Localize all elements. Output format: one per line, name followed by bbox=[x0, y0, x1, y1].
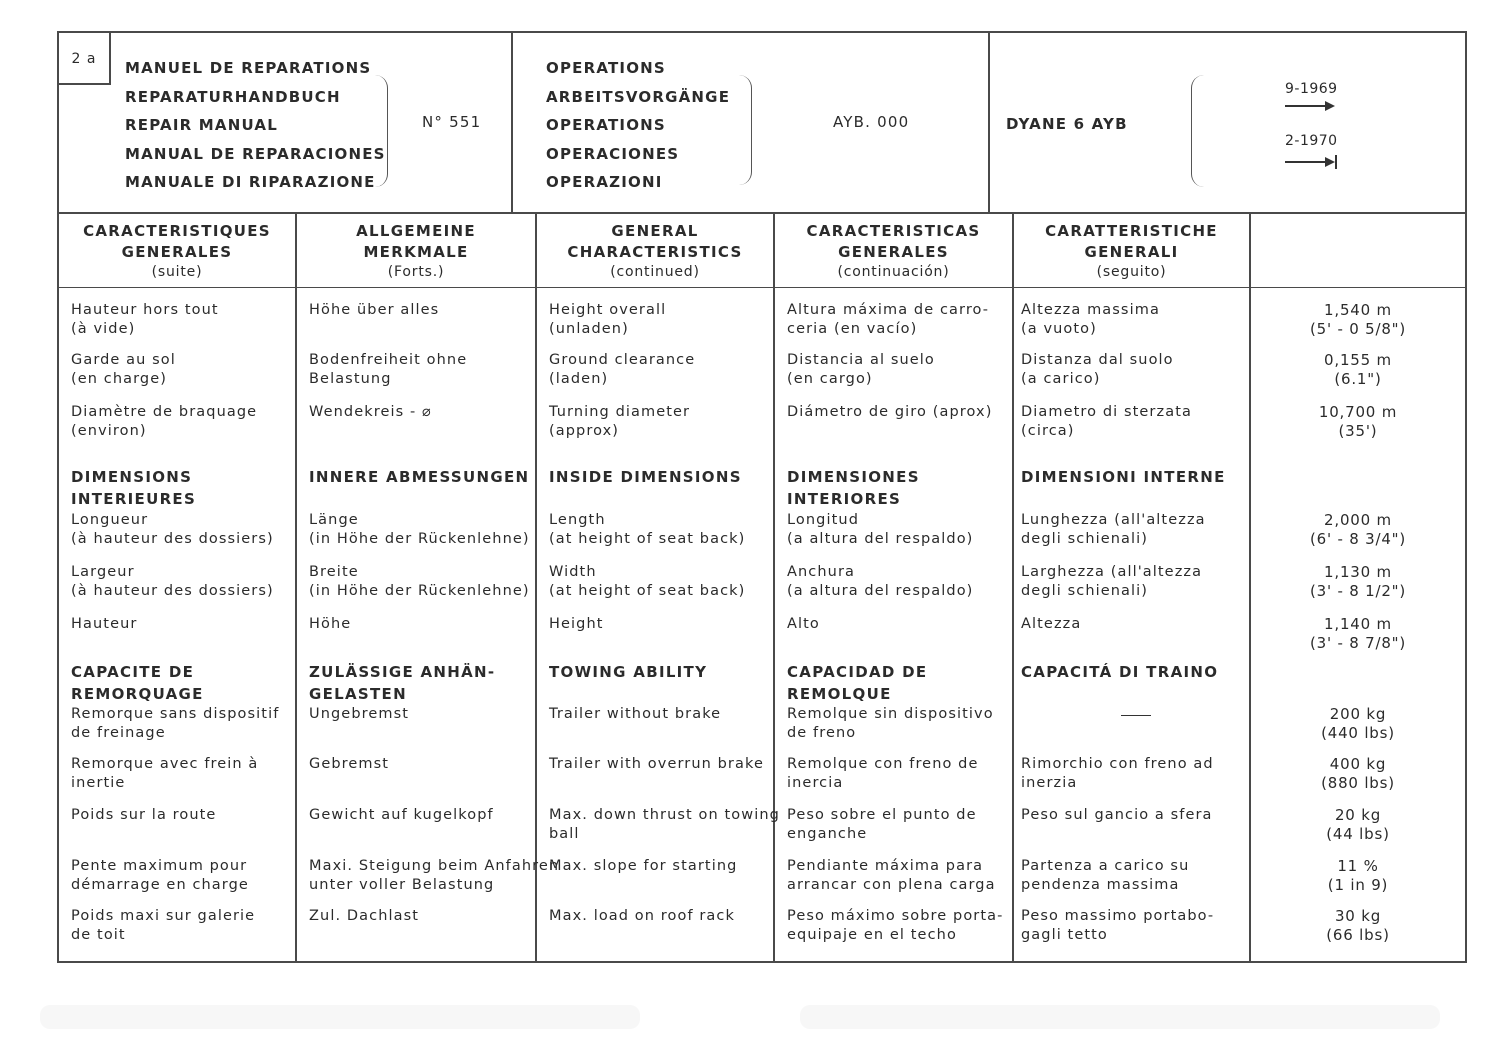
metric-value: 1,540 m bbox=[1324, 301, 1392, 319]
metric-value: 11 % bbox=[1337, 857, 1379, 875]
spec-label-es bbox=[787, 705, 994, 743]
page-header bbox=[59, 33, 1465, 214]
scan-artifact bbox=[800, 1005, 1440, 1029]
metric-value: 10,700 m bbox=[1318, 403, 1398, 421]
text-line: TOWING ABILITY bbox=[549, 663, 708, 681]
column-header-en bbox=[537, 214, 773, 289]
spec-value bbox=[1251, 615, 1465, 653]
spec-label-it bbox=[1021, 351, 1174, 389]
text-line: Diamètre de braquage bbox=[71, 404, 258, 420]
metric-value: 200 kg bbox=[1329, 705, 1387, 723]
text-line: (a carico) bbox=[1021, 371, 1101, 387]
text-line: Longueur bbox=[71, 512, 149, 528]
text-line: (a altura del respaldo) bbox=[787, 531, 974, 547]
imperial-value: (880 lbs) bbox=[1321, 774, 1395, 792]
spec-label-de bbox=[309, 857, 559, 895]
spec-label-it bbox=[1021, 755, 1214, 793]
text-line: inertie bbox=[71, 775, 126, 791]
date-to: 2-1970 bbox=[1285, 133, 1338, 149]
spec-label-en bbox=[549, 907, 735, 926]
column-subtitle: (continuación) bbox=[837, 264, 950, 280]
text-line: REMOLQUE bbox=[787, 685, 892, 703]
text-line: Maxi. Steigung beim Anfahren bbox=[309, 858, 560, 874]
column-divider-1 bbox=[295, 212, 297, 963]
operation-title-brace bbox=[739, 75, 752, 185]
column-title: CARACTERISTICAS GENERALES bbox=[806, 222, 981, 261]
spec-label-en bbox=[549, 755, 764, 774]
column-title: ALLGEMEINE MERKMALE bbox=[356, 222, 476, 261]
text-line: Trailer with overrun brake bbox=[549, 756, 764, 772]
spec-label-en bbox=[549, 857, 737, 876]
metric-value: 1,130 m bbox=[1324, 563, 1392, 581]
spec-value bbox=[1251, 511, 1465, 549]
operation-title-de: ARBEITSVORGÄNGE bbox=[546, 87, 731, 106]
text-line: Altezza massima bbox=[1021, 302, 1160, 318]
manual-title-fr: MANUEL DE REPARATIONS bbox=[125, 59, 372, 77]
section-heading-it bbox=[1021, 466, 1226, 488]
text-line: INTERIEURES bbox=[71, 490, 197, 508]
date-from: 9-1969 bbox=[1285, 81, 1338, 97]
text-line: Height overall bbox=[549, 302, 667, 318]
imperial-value: (5' - 0 5/8") bbox=[1309, 320, 1407, 338]
manual-number: N° 551 bbox=[422, 113, 482, 131]
text-line: REMORQUAGE bbox=[71, 685, 204, 703]
text-line: Ground clearance bbox=[549, 352, 696, 368]
section-heading-en bbox=[549, 466, 742, 488]
column-subtitle: (suite) bbox=[151, 264, 203, 280]
column-divider-4 bbox=[1012, 212, 1014, 963]
text-line: (en cargo) bbox=[787, 371, 873, 387]
spec-value bbox=[1251, 755, 1465, 793]
spec-label-en bbox=[549, 563, 745, 601]
text-line: Larghezza (all'altezza bbox=[1021, 564, 1203, 580]
text-line: Hauteur hors tout bbox=[71, 302, 219, 318]
spec-label-es bbox=[787, 563, 973, 601]
text-line: ball bbox=[549, 826, 580, 842]
column-header-de bbox=[297, 214, 535, 289]
imperial-value: (6.1") bbox=[1334, 370, 1382, 388]
spec-label-fr bbox=[71, 806, 216, 825]
operation-title-list bbox=[546, 54, 730, 197]
arrow-to-icon bbox=[1285, 161, 1333, 163]
text-line: Zul. Dachlast bbox=[309, 908, 420, 924]
text-line: Höhe über alles bbox=[309, 302, 440, 318]
column-subtitle: (continued) bbox=[610, 264, 700, 280]
metric-value: 2,000 m bbox=[1324, 511, 1392, 529]
spec-label-es bbox=[787, 511, 973, 549]
text-line: equipaje en el techo bbox=[787, 927, 957, 943]
text-line: ZULÄSSIGE ANHÄN- bbox=[309, 663, 496, 681]
text-line: Breite bbox=[309, 564, 359, 580]
text-line: ceria (en vacío) bbox=[787, 321, 918, 337]
text-line: Peso máximo sobre porta- bbox=[787, 908, 1004, 924]
text-line: Wendekreis - ⌀ bbox=[309, 404, 432, 420]
spec-label-de bbox=[309, 705, 409, 724]
text-line: Partenza a carico su bbox=[1021, 858, 1190, 874]
text-line: de freno bbox=[787, 725, 857, 741]
spec-label-de bbox=[309, 301, 439, 320]
spec-value bbox=[1251, 301, 1465, 339]
text-line: degli schienali) bbox=[1021, 583, 1149, 599]
spec-label-fr bbox=[71, 511, 274, 549]
spec-label-en bbox=[549, 403, 690, 441]
column-divider-2 bbox=[535, 212, 537, 963]
header-divider-1 bbox=[511, 33, 513, 212]
manual-title-de: REPARATURHANDBUCH bbox=[125, 87, 341, 106]
section-heading-de bbox=[309, 661, 495, 705]
text-line: Height bbox=[549, 616, 604, 632]
section-heading-de bbox=[309, 466, 529, 488]
text-line: Garde au sol bbox=[71, 352, 176, 368]
text-line: (environ) bbox=[71, 423, 147, 439]
text-line: Rimorchio con freno ad bbox=[1021, 756, 1214, 772]
text-line: Poids sur la route bbox=[71, 807, 217, 823]
spec-label-en bbox=[549, 806, 780, 844]
text-line: Turning diameter bbox=[549, 404, 691, 420]
text-line: (approx) bbox=[549, 423, 620, 439]
imperial-value: (440 lbs) bbox=[1321, 724, 1395, 742]
text-line: gagli tetto bbox=[1021, 927, 1108, 943]
text-line: Longitud bbox=[787, 512, 859, 528]
section-heading-es bbox=[787, 661, 927, 705]
manual-title-es: MANUAL DE REPARACIONES bbox=[125, 144, 386, 163]
manual-title-en: REPAIR MANUAL bbox=[125, 116, 278, 135]
text-line: Diametro di sterzata bbox=[1021, 404, 1192, 420]
text-line: Max. load on roof rack bbox=[549, 908, 735, 924]
operation-title-it: OPERAZIONI bbox=[546, 173, 663, 192]
spec-label-de bbox=[309, 351, 467, 389]
text-line: Länge bbox=[309, 512, 359, 528]
spec-label-it bbox=[1021, 857, 1189, 895]
column-title: CARACTERISTIQUES GENERALES bbox=[83, 222, 271, 261]
spec-label-it bbox=[1021, 563, 1202, 601]
text-line: degli schienali) bbox=[1021, 531, 1149, 547]
spec-label-es bbox=[787, 301, 989, 339]
imperial-value: (66 lbs) bbox=[1326, 926, 1390, 944]
text-line: Remolque sin dispositivo bbox=[787, 706, 994, 722]
text-line: Remolque con freno de bbox=[787, 756, 979, 772]
manual-title-list bbox=[125, 54, 386, 197]
text-line: (in Höhe der Rückenlehne) bbox=[309, 583, 530, 599]
text-line: (in Höhe der Rückenlehne) bbox=[309, 531, 530, 547]
text-line: Bodenfreiheit ohne bbox=[309, 352, 468, 368]
text-line: inerzia bbox=[1021, 775, 1078, 791]
text-line: Pendiante máxima para bbox=[787, 858, 984, 874]
text-line: Altezza bbox=[1021, 616, 1082, 632]
vehicle-brace bbox=[1191, 75, 1204, 187]
text-line: (à hauteur des dossiers) bbox=[71, 531, 274, 547]
metric-value: 30 kg bbox=[1334, 907, 1382, 925]
text-line: DIMENSIONI INTERNE bbox=[1021, 468, 1226, 486]
column-header-it bbox=[1014, 214, 1249, 289]
text-line: Peso sobre el punto de bbox=[787, 807, 977, 823]
text-line: CAPACIDAD DE bbox=[787, 663, 928, 681]
metric-value: 1,140 m bbox=[1324, 615, 1392, 633]
spec-label-fr bbox=[71, 301, 219, 339]
imperial-value: (3' - 8 7/8") bbox=[1309, 634, 1407, 652]
spec-label-it bbox=[1021, 511, 1206, 549]
text-line: Lunghezza (all'altezza bbox=[1021, 512, 1206, 528]
spec-label-de bbox=[309, 907, 419, 926]
manual-title-it: MANUALE DI RIPARAZIONE bbox=[125, 173, 376, 192]
section-heading-fr bbox=[71, 466, 196, 510]
spec-label-de bbox=[309, 511, 530, 549]
section-heading-en bbox=[549, 661, 707, 683]
not-applicable-dash bbox=[1121, 715, 1151, 716]
manual-title-brace bbox=[375, 75, 388, 187]
spec-value bbox=[1251, 403, 1465, 441]
spec-value bbox=[1251, 857, 1465, 895]
column-title: CARATTERISTICHE GENERALI bbox=[1045, 222, 1218, 261]
header-divider-2 bbox=[988, 33, 990, 212]
operation-title-es: OPERACIONES bbox=[546, 144, 680, 163]
text-line: démarrage en charge bbox=[71, 877, 249, 893]
text-line: Höhe bbox=[309, 616, 352, 632]
text-line: Width bbox=[549, 564, 597, 580]
text-line: DIMENSIONES bbox=[787, 468, 920, 486]
text-line: arrancar con plena carga bbox=[787, 877, 996, 893]
text-line: DIMENSIONS bbox=[71, 468, 193, 486]
text-line: de toit bbox=[71, 927, 126, 943]
spec-label-es bbox=[787, 351, 935, 389]
text-line: (à vide) bbox=[71, 321, 136, 337]
imperial-value: (35') bbox=[1338, 422, 1378, 440]
operation-code: AYB. 000 bbox=[833, 113, 910, 131]
spec-label-en bbox=[549, 511, 745, 549]
imperial-value: (6' - 8 3/4") bbox=[1309, 530, 1407, 548]
spec-label-es bbox=[787, 615, 820, 634]
text-line: Poids maxi sur galerie bbox=[71, 908, 256, 924]
text-line: Ungebremst bbox=[309, 706, 410, 722]
spec-label-de bbox=[309, 403, 432, 422]
spec-label-de bbox=[309, 615, 351, 634]
text-line: Remorque avec frein à bbox=[71, 756, 259, 772]
spec-label-en bbox=[549, 705, 721, 724]
text-line: INSIDE DIMENSIONS bbox=[549, 468, 742, 486]
text-line: CAPACITÁ DI TRAINO bbox=[1021, 663, 1219, 681]
spec-value bbox=[1251, 705, 1465, 743]
spec-label-de bbox=[309, 563, 530, 601]
text-line: Belastung bbox=[309, 371, 392, 387]
imperial-value: (3' - 8 1/2") bbox=[1309, 582, 1407, 600]
spec-label-it bbox=[1021, 907, 1214, 945]
text-line: (en charge) bbox=[71, 371, 168, 387]
text-line: Trailer without brake bbox=[549, 706, 722, 722]
spec-value bbox=[1251, 806, 1465, 844]
spec-value bbox=[1251, 907, 1465, 945]
spec-label-en bbox=[549, 351, 695, 389]
spec-value bbox=[1251, 351, 1465, 389]
spec-value bbox=[1251, 563, 1465, 601]
column-divider-3 bbox=[773, 212, 775, 963]
text-line: (circa) bbox=[1021, 423, 1075, 439]
text-line: Altura máxima de carro- bbox=[787, 302, 990, 318]
text-line: Pente maximum pour bbox=[71, 858, 248, 874]
text-line: (à hauteur des dossiers) bbox=[71, 583, 274, 599]
spec-label-es bbox=[787, 403, 992, 422]
text-line: Peso massimo portabo- bbox=[1021, 908, 1215, 924]
spec-label-fr bbox=[71, 403, 257, 441]
spec-label-es bbox=[787, 755, 979, 793]
arrow-from-icon bbox=[1285, 105, 1333, 107]
spec-label-es bbox=[787, 857, 996, 895]
spec-label-es bbox=[787, 907, 1003, 945]
section-heading-fr bbox=[71, 661, 204, 705]
operation-title-fr: OPERATIONS bbox=[546, 59, 666, 77]
spec-label-en bbox=[549, 301, 666, 339]
text-line: Max. down thrust on towing bbox=[549, 807, 780, 823]
text-line: (at height of seat back) bbox=[549, 531, 746, 547]
metric-value: 400 kg bbox=[1329, 755, 1387, 773]
spec-label-fr bbox=[71, 907, 255, 945]
text-line: pendenza massima bbox=[1021, 877, 1180, 893]
page-reference: 2 a bbox=[59, 33, 111, 85]
spec-label-fr bbox=[71, 705, 279, 743]
spec-label-fr bbox=[71, 615, 137, 634]
metric-value: 0,155 m bbox=[1324, 351, 1392, 369]
spec-label-en bbox=[549, 615, 604, 634]
text-line: Largeur bbox=[71, 564, 135, 580]
text-line: Hauteur bbox=[71, 616, 138, 632]
imperial-value: (44 lbs) bbox=[1326, 825, 1390, 843]
column-subtitle: (Forts.) bbox=[387, 264, 445, 280]
spec-label-it bbox=[1021, 615, 1081, 634]
text-line: (laden) bbox=[549, 371, 609, 387]
text-line: Gebremst bbox=[309, 756, 390, 772]
vehicle-model: DYANE 6 AYB bbox=[1006, 115, 1128, 133]
spec-label-fr bbox=[71, 857, 249, 895]
imperial-value: (1 in 9) bbox=[1327, 876, 1389, 894]
column-header-es bbox=[775, 214, 1012, 289]
text-line: Gewicht auf kugelkopf bbox=[309, 807, 494, 823]
spec-label-de bbox=[309, 755, 389, 774]
column-header-separator bbox=[59, 287, 1465, 288]
spec-label-fr bbox=[71, 351, 176, 389]
scan-artifact bbox=[40, 1005, 640, 1029]
column-header-fr bbox=[59, 214, 295, 289]
text-line: INNERE ABMESSUNGEN bbox=[309, 468, 530, 486]
text-line: Length bbox=[549, 512, 606, 528]
spec-label-de bbox=[309, 806, 494, 825]
operation-title-en: OPERATIONS bbox=[546, 116, 666, 135]
text-line: CAPACITE DE bbox=[71, 663, 195, 681]
spec-label-it bbox=[1021, 403, 1192, 441]
text-line: Distancia al suelo bbox=[787, 352, 935, 368]
text-line: Diámetro de giro (aprox) bbox=[787, 404, 993, 420]
spec-label-fr bbox=[71, 563, 274, 601]
spec-label-it bbox=[1021, 301, 1160, 339]
text-line: Anchura bbox=[787, 564, 856, 580]
text-line: inercia bbox=[787, 775, 844, 791]
text-line: (a altura del respaldo) bbox=[787, 583, 974, 599]
spec-label-it bbox=[1021, 705, 1051, 706]
text-line: GELASTEN bbox=[309, 685, 407, 703]
text-line: (unladen) bbox=[549, 321, 629, 337]
text-line: Max. slope for starting bbox=[549, 858, 738, 874]
section-heading-it bbox=[1021, 661, 1218, 683]
spec-label-es bbox=[787, 806, 977, 844]
manual-page bbox=[57, 31, 1467, 963]
text-line: enganche bbox=[787, 826, 868, 842]
text-line: Peso sul gancio a sfera bbox=[1021, 807, 1213, 823]
text-line: Distanza dal suolo bbox=[1021, 352, 1174, 368]
column-subtitle: (seguito) bbox=[1096, 264, 1167, 280]
text-line: Alto bbox=[787, 616, 820, 632]
spec-label-fr bbox=[71, 755, 258, 793]
text-line: INTERIORES bbox=[787, 490, 902, 508]
text-line: de freinage bbox=[71, 725, 166, 741]
text-line: (a vuoto) bbox=[1021, 321, 1097, 337]
metric-value: 20 kg bbox=[1334, 806, 1382, 824]
spec-label-it bbox=[1021, 806, 1213, 825]
text-line: (at height of seat back) bbox=[549, 583, 746, 599]
text-line: unter voller Belastung bbox=[309, 877, 495, 893]
text-line: Remorque sans dispositif bbox=[71, 706, 280, 722]
column-title: GENERAL CHARACTERISTICS bbox=[567, 222, 743, 261]
section-heading-es bbox=[787, 466, 920, 510]
